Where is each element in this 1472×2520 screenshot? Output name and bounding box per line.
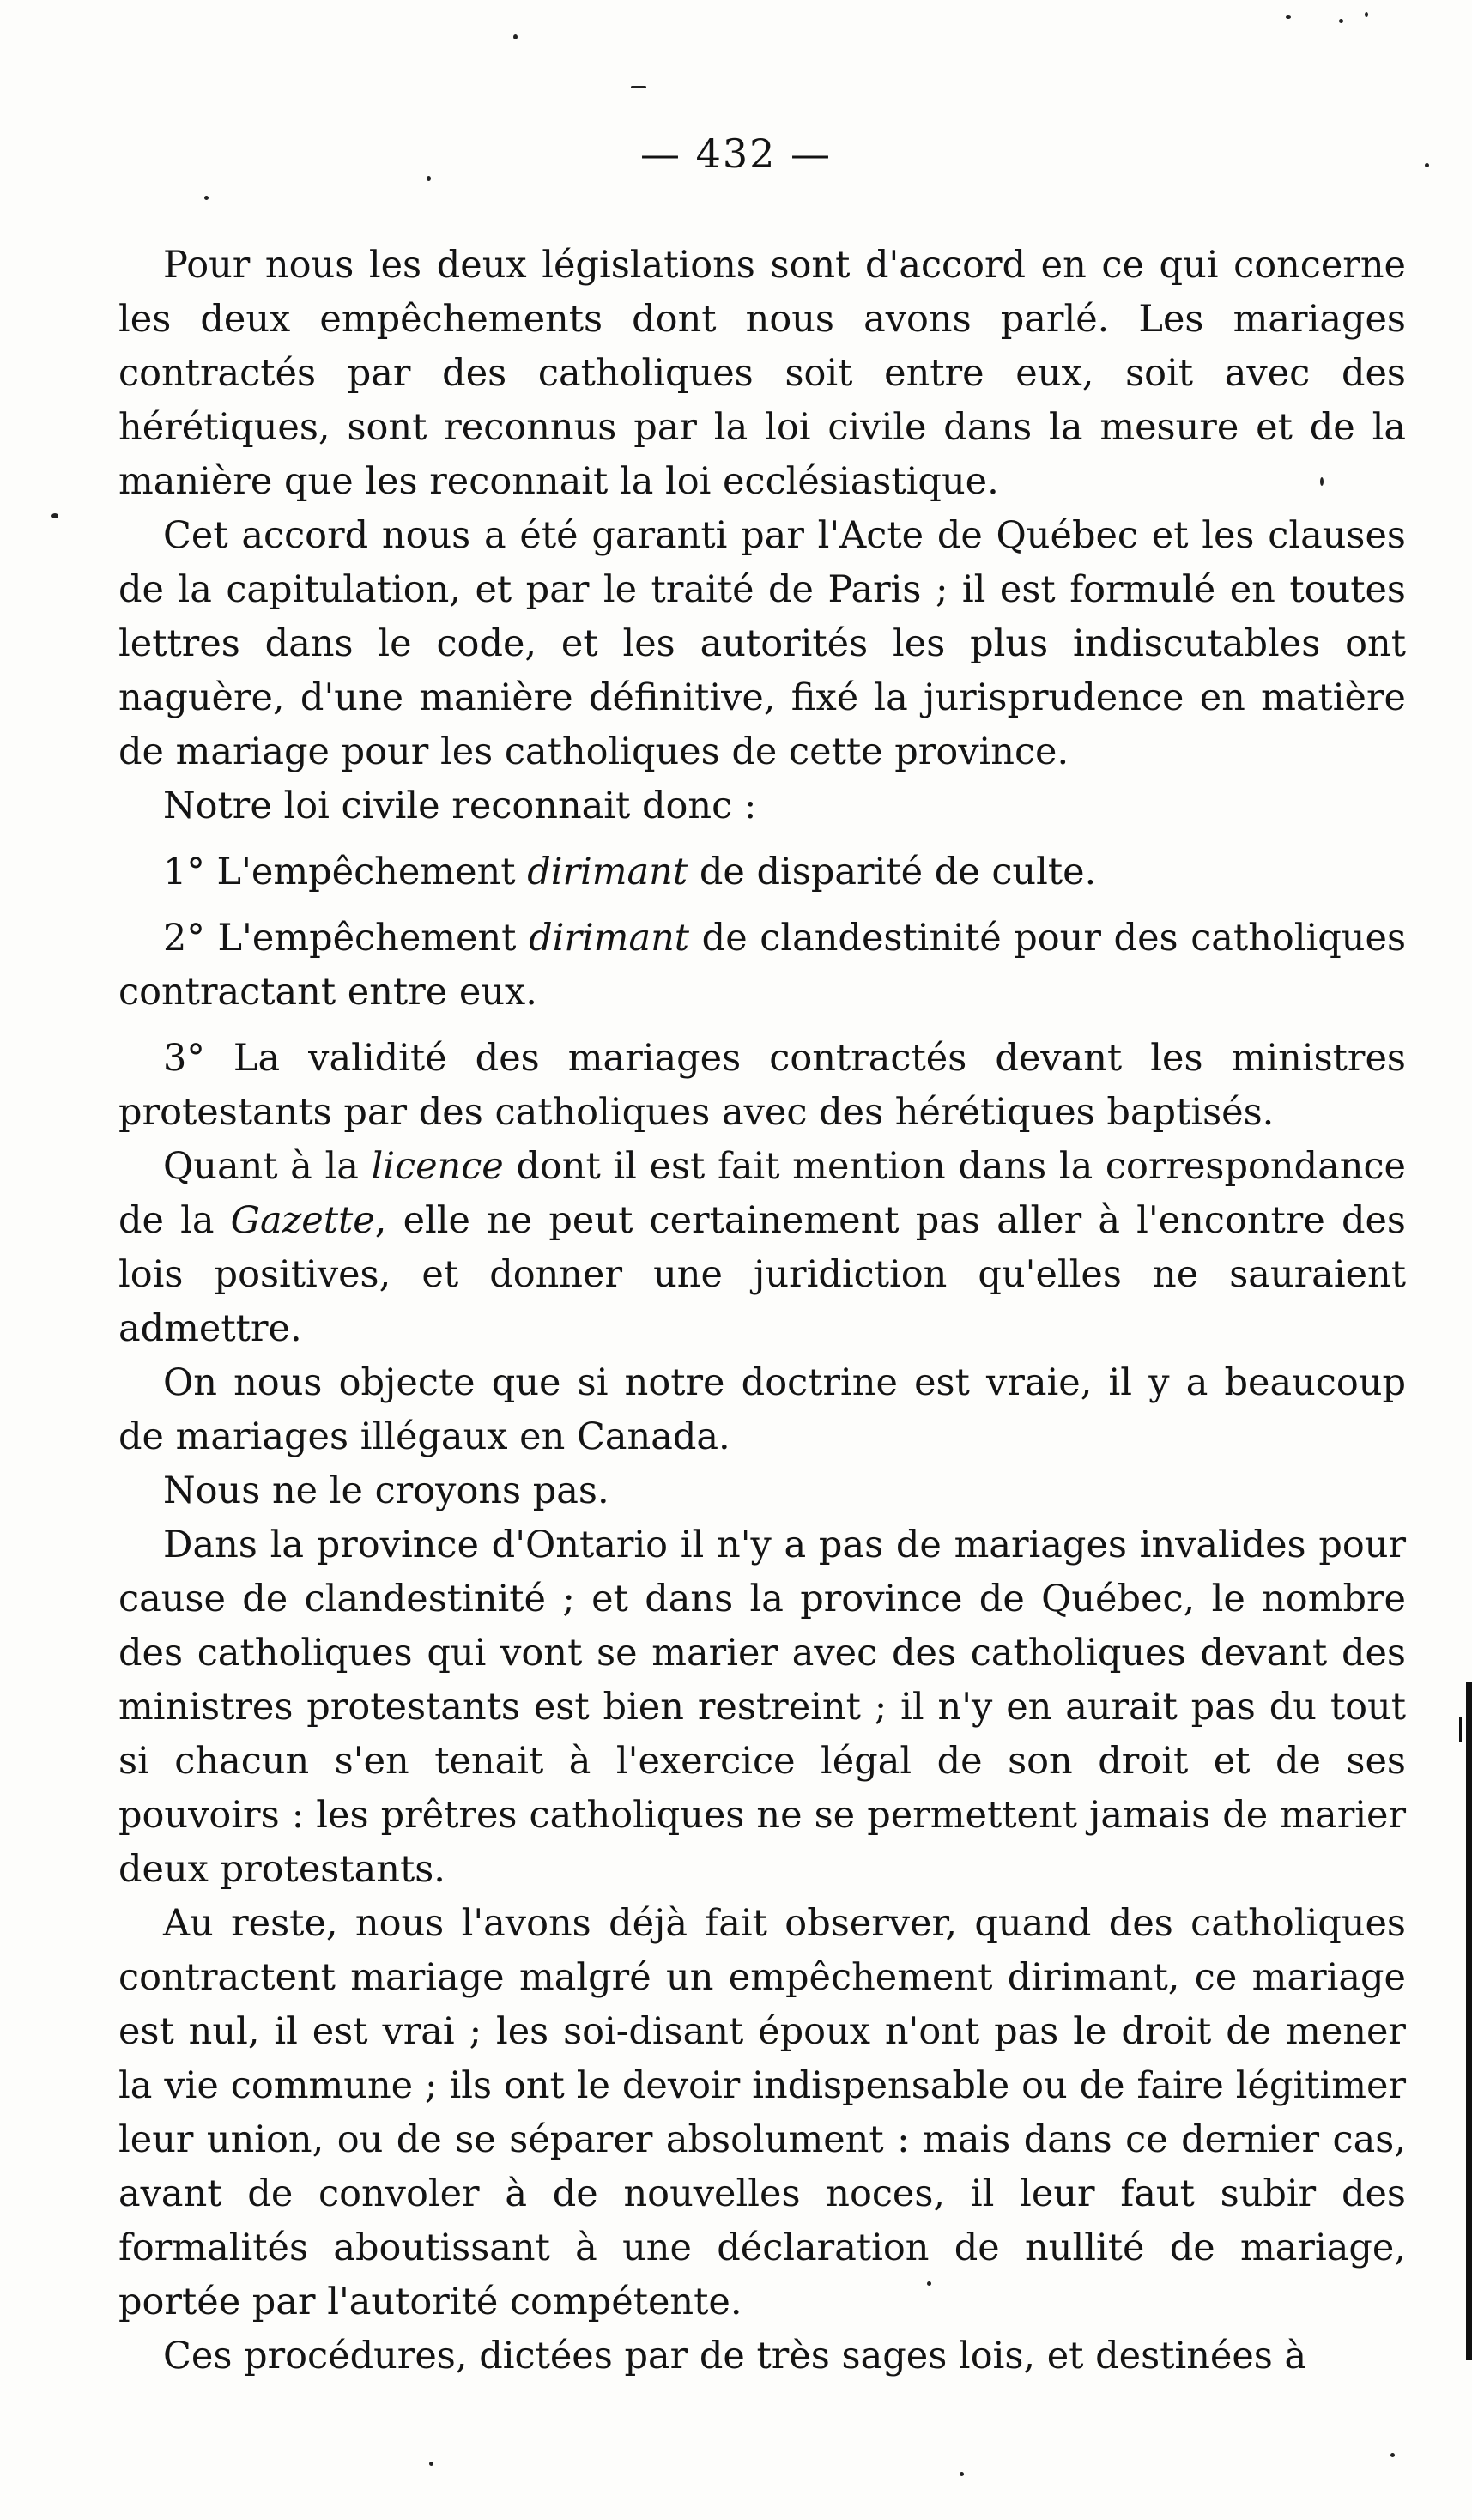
- paragraph: [118, 509, 1406, 779]
- numbered-item: [118, 1032, 1406, 1140]
- text-run: de disparité de culte.: [688, 851, 1097, 894]
- scan-edge: [1466, 1682, 1472, 2360]
- paragraph: [118, 2329, 1406, 2384]
- scan-speck: [429, 2462, 433, 2466]
- page-number: — 432 —: [639, 130, 833, 177]
- scan-speck: [1339, 19, 1343, 23]
- text-run: 1° L'empêchement: [163, 851, 528, 894]
- scan-speck: [427, 176, 431, 181]
- scan-speck: [1425, 163, 1429, 167]
- scan-speck: [513, 34, 518, 39]
- text-run: de clandestinité pour des catholiques contractant entre eux.: [118, 917, 1407, 1014]
- text-run: Pour nous les deux législations sont d'accord en ce qui concerne les deux empêchements dont nous avons parlé. Les mariages contractés par des catholiques soit entre eux, soit avec des hérétiques, sont reconnus par la loi civile dans la mesure et de la manière que les reconnait la loi ecclésiastique.: [118, 244, 1406, 503]
- numbered-item: [118, 845, 1406, 900]
- scan-speck: [51, 513, 58, 518]
- paragraph: [118, 779, 1406, 833]
- text-run: 2° L'empêchement: [163, 917, 530, 960]
- paragraph: [118, 1356, 1406, 1464]
- text-run: Cet accord nous a été garanti par l'Acte de Québec et les clauses de la capitulation, et par le traité de Paris ; il est formulé en toutes lettres dans le code, et les autorités les plus indiscutables ont naguère, d'une manière définitive, fixé la jurisprudence en matière de mariage pour les catholiques de cette province.: [118, 514, 1406, 773]
- text-run: Notre loi civile reconnait donc :: [163, 784, 757, 827]
- scan-speck: [1365, 12, 1368, 17]
- italic-term: Gazette: [230, 1199, 375, 1242]
- text-run: Nous ne le croyons pas.: [163, 1469, 609, 1512]
- text-run: , elle ne peut certainement pas aller à l'encontre des lois positives, et donner une juridiction qu'elles ne sauraient admettre.: [118, 1199, 1406, 1350]
- paragraph: [118, 1897, 1406, 2329]
- text-run: Quant à la: [163, 1145, 372, 1188]
- scan-speck: [927, 2281, 931, 2286]
- paragraph: [118, 1518, 1406, 1897]
- paragraph: [118, 1140, 1406, 1356]
- text-run: dont il est fait mention dans la correspondance de la: [118, 1145, 1406, 1242]
- paragraph: [118, 1464, 1406, 1518]
- italic-term: dirimant: [527, 851, 688, 894]
- italic-term: dirimant: [529, 917, 690, 960]
- scan-speck: [960, 2472, 964, 2476]
- text-run: 3° La validité des mariages contractés devant les ministres protestants par des catholiques avec des hérétiques baptisés.: [118, 1037, 1406, 1134]
- scan-speck: [631, 86, 646, 88]
- scan-speck: [1320, 477, 1324, 486]
- text-run: Ces procédures, dictées par de très sages lois, et destinées à: [163, 2335, 1307, 2378]
- scan-speck: [1390, 2453, 1395, 2457]
- scan-speck: [204, 196, 209, 200]
- numbered-item: [118, 912, 1406, 1020]
- paragraph: [118, 239, 1406, 509]
- text-run: On nous objecte que si notre doctrine est vraie, il y a beaucoup de mariages illégaux en Canada.: [118, 1361, 1406, 1458]
- text-run: Dans la province d'Ontario il n'y a pas de mariages invalides pour cause de clandestinité ; et dans la province de Québec, le nombre des catholiques qui vont se marier avec des catholiques devant des ministres protestants est bien restreint ; il n'y en aurait pas du tout si chacun s'en tenait à l'exercice légal de son droit et de ses pouvoirs : les prêtres catholiques ne se permettent jamais de marier deux protestants.: [118, 1524, 1406, 1891]
- text-run: Au reste, nous l'avons déjà fait observer, quand des catholiques contractent mariage malgré un empêchement dirimant, ce mariage est nul, il est vrai ; les soi-disant époux n'ont pas le droit de mener la vie commune ; ils ont le devoir indispensable ou de faire légitimer leur union, ou de se séparer absolument : mais dans ce dernier cas, avant de convoler à de nouvelles noces, il leur faut subir des formalités aboutissant à une déclaration de nullité de mariage, portée par l'autorité compétente.: [118, 1902, 1406, 2323]
- italic-term: licence: [371, 1145, 504, 1188]
- body-text: [118, 239, 1406, 2384]
- scan-speck: [1286, 15, 1291, 19]
- scan-edge: [1459, 1717, 1462, 1742]
